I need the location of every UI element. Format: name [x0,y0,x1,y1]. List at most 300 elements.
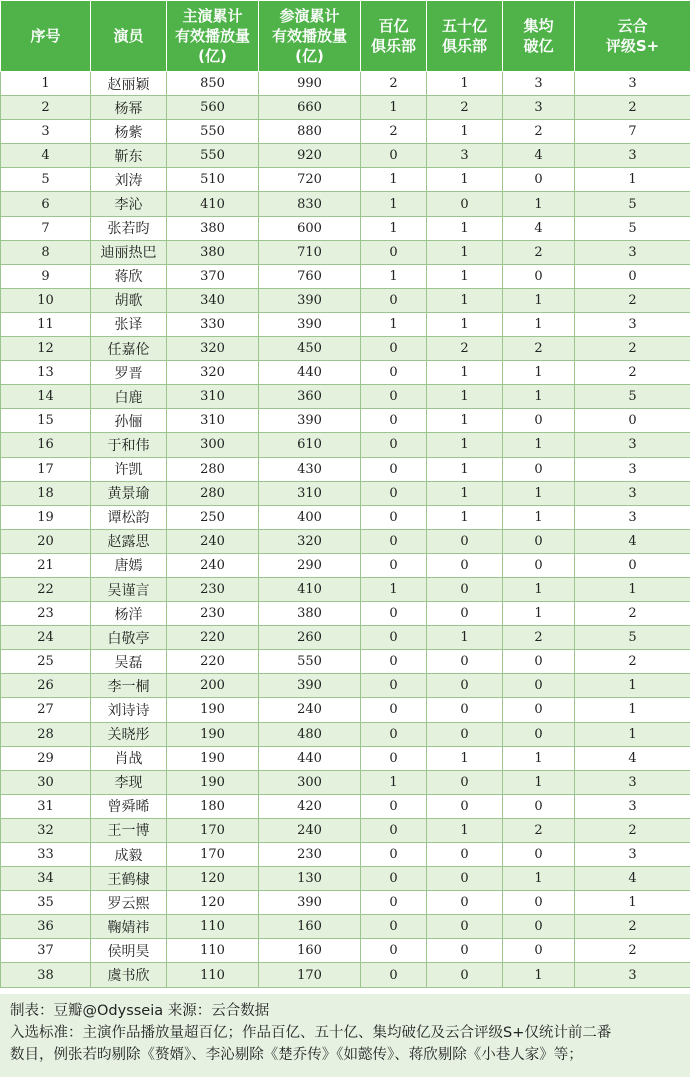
cell-index: 16 [1,433,91,457]
header-total-views [259,1,361,72]
cell-50yi-club: 1 [427,433,503,457]
cell-yunhe-s-plus: 3 [575,457,690,481]
cell-actor: 侯明昊 [91,939,167,963]
cell-100yi-club: 1 [361,264,427,288]
cell-100yi-club: 0 [361,843,427,867]
cell-avg-over-1yi: 1 [503,746,575,770]
cell-total-views: 440 [259,361,361,385]
cell-100yi-club: 1 [361,770,427,794]
cell-actor: 刘诗诗 [91,698,167,722]
cell-total-views: 610 [259,433,361,457]
cell-index: 14 [1,385,91,409]
cell-index: 30 [1,770,91,794]
header-avg-over-1yi-line: 破亿 [523,37,554,55]
cell-avg-over-1yi: 1 [503,505,575,529]
cell-total-views: 920 [259,144,361,168]
cell-actor: 张若昀 [91,216,167,240]
cell-actor: 张译 [91,312,167,336]
cell-actor: 吴谨言 [91,577,167,601]
cell-avg-over-1yi: 0 [503,409,575,433]
cell-actor: 杨洋 [91,602,167,626]
header-50yi-club-line: 俱乐部 [441,37,487,55]
table-row [1,192,690,216]
cell-lead-views: 850 [167,72,259,96]
cell-100yi-club: 0 [361,529,427,553]
cell-total-views: 760 [259,264,361,288]
table-row [1,288,690,312]
cell-50yi-club: 0 [427,577,503,601]
cell-avg-over-1yi: 1 [503,577,575,601]
cell-avg-over-1yi: 3 [503,96,575,120]
table-row [1,240,690,264]
cell-total-views: 710 [259,240,361,264]
cell-100yi-club: 0 [361,963,427,987]
cell-total-views: 310 [259,481,361,505]
cell-index: 38 [1,963,91,987]
cell-avg-over-1yi: 1 [503,770,575,794]
table-row [1,361,690,385]
cell-index: 29 [1,746,91,770]
cell-100yi-club: 1 [361,168,427,192]
cell-50yi-club: 0 [427,843,503,867]
cell-lead-views: 310 [167,409,259,433]
header-lead-views-line: (亿) [198,47,227,65]
cell-50yi-club: 1 [427,457,503,481]
cell-100yi-club: 0 [361,433,427,457]
cell-avg-over-1yi: 1 [503,481,575,505]
cell-index: 4 [1,144,91,168]
header-index [1,1,91,72]
cell-50yi-club: 2 [427,337,503,361]
cell-yunhe-s-plus: 3 [575,843,690,867]
cell-50yi-club: 0 [427,915,503,939]
cell-index: 12 [1,337,91,361]
cell-avg-over-1yi: 0 [503,891,575,915]
cell-100yi-club: 0 [361,794,427,818]
cell-yunhe-s-plus: 7 [575,120,690,144]
cell-50yi-club: 1 [427,626,503,650]
cell-avg-over-1yi: 1 [503,963,575,987]
cell-100yi-club: 0 [361,288,427,312]
cell-avg-over-1yi: 0 [503,939,575,963]
cell-total-views: 390 [259,288,361,312]
cell-yunhe-s-plus: 1 [575,577,690,601]
cell-50yi-club: 3 [427,144,503,168]
cell-total-views: 430 [259,457,361,481]
cell-index: 26 [1,674,91,698]
cell-index: 33 [1,843,91,867]
cell-lead-views: 280 [167,481,259,505]
cell-total-views: 390 [259,312,361,336]
header-lead-views-line: 有效播放量 [174,27,250,45]
header-total-views-line: 参演累计 [279,7,340,25]
cell-yunhe-s-plus: 3 [575,481,690,505]
cell-actor: 胡歌 [91,288,167,312]
cell-index: 22 [1,577,91,601]
cell-50yi-club: 1 [427,361,503,385]
cell-yunhe-s-plus: 2 [575,939,690,963]
cell-actor: 白鹿 [91,385,167,409]
cell-lead-views: 230 [167,602,259,626]
header-actor-line: 演员 [113,27,144,45]
cell-index: 37 [1,939,91,963]
cell-total-views: 600 [259,216,361,240]
cell-avg-over-1yi: 0 [503,168,575,192]
cell-total-views: 360 [259,385,361,409]
header-yunhe-s-plus-line: 云合 [617,17,648,35]
cell-actor: 李现 [91,770,167,794]
cell-yunhe-s-plus: 5 [575,385,690,409]
cell-actor: 杨幂 [91,96,167,120]
cell-100yi-club: 0 [361,746,427,770]
cell-lead-views: 110 [167,939,259,963]
cell-50yi-club: 0 [427,602,503,626]
cell-avg-over-1yi: 4 [503,216,575,240]
cell-avg-over-1yi: 3 [503,72,575,96]
cell-yunhe-s-plus: 2 [575,602,690,626]
cell-avg-over-1yi: 0 [503,843,575,867]
cell-actor: 成毅 [91,843,167,867]
cell-avg-over-1yi: 0 [503,698,575,722]
table-row [1,457,690,481]
cell-avg-over-1yi: 4 [503,144,575,168]
header-100yi-club [361,1,427,72]
cell-lead-views: 300 [167,433,259,457]
cell-index: 8 [1,240,91,264]
cell-actor: 于和伟 [91,433,167,457]
cell-yunhe-s-plus: 2 [575,361,690,385]
cell-yunhe-s-plus: 2 [575,915,690,939]
cell-index: 5 [1,168,91,192]
cell-total-views: 450 [259,337,361,361]
cell-50yi-club: 1 [427,409,503,433]
cell-100yi-club: 1 [361,577,427,601]
cell-avg-over-1yi: 2 [503,818,575,842]
cell-actor: 鞠婧祎 [91,915,167,939]
header-total-views-line: (亿) [295,47,324,65]
cell-actor: 杨紫 [91,120,167,144]
cell-actor: 白敬亭 [91,626,167,650]
cell-index: 25 [1,650,91,674]
header-100yi-club-line: 百亿 [378,17,409,35]
cell-total-views: 170 [259,963,361,987]
cell-50yi-club: 0 [427,891,503,915]
table-row [1,650,690,674]
cell-actor: 任嘉伦 [91,337,167,361]
cell-index: 34 [1,867,91,891]
cell-yunhe-s-plus: 1 [575,698,690,722]
header-lead-views [167,1,259,72]
cell-yunhe-s-plus: 3 [575,505,690,529]
cell-total-views: 990 [259,72,361,96]
cell-100yi-club: 0 [361,361,427,385]
cell-100yi-club: 0 [361,481,427,505]
header-yunhe-s-plus [575,1,690,72]
table-row [1,505,690,529]
cell-actor: 赵露思 [91,529,167,553]
cell-total-views: 260 [259,626,361,650]
cell-index: 18 [1,481,91,505]
cell-lead-views: 120 [167,867,259,891]
cell-yunhe-s-plus: 0 [575,264,690,288]
cell-yunhe-s-plus: 3 [575,963,690,987]
cell-yunhe-s-plus: 3 [575,794,690,818]
table-row [1,553,690,577]
cell-lead-views: 330 [167,312,259,336]
cell-actor: 许凯 [91,457,167,481]
footer-credit: 制表：豆瓣@Odysseia 来源：云合数据 [10,1003,270,1019]
cell-lead-views: 560 [167,96,259,120]
cell-total-views: 440 [259,746,361,770]
cell-50yi-club: 0 [427,939,503,963]
cell-lead-views: 240 [167,553,259,577]
cell-100yi-club: 0 [361,337,427,361]
cell-lead-views: 170 [167,818,259,842]
cell-yunhe-s-plus: 2 [575,818,690,842]
cell-yunhe-s-plus: 3 [575,240,690,264]
table-row [1,72,690,96]
cell-total-views: 160 [259,915,361,939]
cell-50yi-club: 1 [427,746,503,770]
cell-50yi-club: 0 [427,963,503,987]
cell-100yi-club: 2 [361,72,427,96]
cell-avg-over-1yi: 1 [503,361,575,385]
cell-avg-over-1yi: 1 [503,312,575,336]
cell-50yi-club: 0 [427,192,503,216]
cell-avg-over-1yi: 0 [503,650,575,674]
cell-avg-over-1yi: 0 [503,457,575,481]
cell-avg-over-1yi: 1 [503,288,575,312]
cell-index: 10 [1,288,91,312]
cell-index: 17 [1,457,91,481]
cell-yunhe-s-plus: 2 [575,650,690,674]
cell-lead-views: 220 [167,650,259,674]
cell-100yi-club: 0 [361,722,427,746]
cell-lead-views: 180 [167,794,259,818]
cell-index: 1 [1,72,91,96]
cell-total-views: 240 [259,698,361,722]
table-row [1,385,690,409]
cell-index: 19 [1,505,91,529]
table-row [1,529,690,553]
cell-100yi-club: 0 [361,891,427,915]
cell-lead-views: 380 [167,216,259,240]
cell-100yi-club: 0 [361,867,427,891]
cell-avg-over-1yi: 0 [503,674,575,698]
table-row [1,674,690,698]
cell-avg-over-1yi: 2 [503,240,575,264]
cell-actor: 罗晋 [91,361,167,385]
header-avg-over-1yi [503,1,575,72]
cell-avg-over-1yi: 0 [503,915,575,939]
cell-lead-views: 200 [167,674,259,698]
cell-avg-over-1yi: 1 [503,867,575,891]
cell-50yi-club: 1 [427,240,503,264]
cell-lead-views: 190 [167,746,259,770]
table-row [1,168,690,192]
cell-yunhe-s-plus: 0 [575,409,690,433]
cell-lead-views: 230 [167,577,259,601]
cell-actor: 迪丽热巴 [91,240,167,264]
cell-yunhe-s-plus: 4 [575,529,690,553]
cell-total-views: 230 [259,843,361,867]
cell-50yi-club: 1 [427,505,503,529]
cell-50yi-club: 0 [427,553,503,577]
cell-total-views: 880 [259,120,361,144]
cell-100yi-club: 0 [361,385,427,409]
cell-total-views: 240 [259,818,361,842]
cell-50yi-club: 0 [427,722,503,746]
cell-50yi-club: 1 [427,72,503,96]
cell-lead-views: 220 [167,626,259,650]
cell-50yi-club: 1 [427,264,503,288]
table-row [1,577,690,601]
table-row [1,626,690,650]
cell-avg-over-1yi: 1 [503,602,575,626]
cell-total-views: 720 [259,168,361,192]
cell-total-views: 480 [259,722,361,746]
cell-actor: 王一博 [91,818,167,842]
header-50yi-club [427,1,503,72]
cell-50yi-club: 0 [427,794,503,818]
cell-total-views: 660 [259,96,361,120]
cell-yunhe-s-plus: 3 [575,144,690,168]
table-row [1,867,690,891]
cell-lead-views: 380 [167,240,259,264]
cell-index: 7 [1,216,91,240]
cell-lead-views: 320 [167,337,259,361]
cell-actor: 黄景瑜 [91,481,167,505]
cell-100yi-club: 0 [361,818,427,842]
table-footer [0,994,690,1077]
table-row [1,264,690,288]
cell-actor: 李一桐 [91,674,167,698]
table-row [1,120,690,144]
table-row [1,409,690,433]
cell-yunhe-s-plus: 3 [575,770,690,794]
header-100yi-club-line: 俱乐部 [370,37,416,55]
table-row [1,698,690,722]
cell-lead-views: 110 [167,915,259,939]
cell-50yi-club: 1 [427,288,503,312]
table-row [1,818,690,842]
cell-yunhe-s-plus: 1 [575,168,690,192]
cell-lead-views: 370 [167,264,259,288]
cell-100yi-club: 1 [361,312,427,336]
cell-yunhe-s-plus: 2 [575,96,690,120]
cell-index: 6 [1,192,91,216]
cell-index: 9 [1,264,91,288]
cell-100yi-club: 0 [361,144,427,168]
header-lead-views-line: 主演累计 [182,7,243,25]
table-row [1,891,690,915]
cell-lead-views: 280 [167,457,259,481]
cell-actor: 吴磊 [91,650,167,674]
cell-lead-views: 510 [167,168,259,192]
cell-lead-views: 410 [167,192,259,216]
cell-index: 15 [1,409,91,433]
cell-100yi-club: 0 [361,674,427,698]
cell-50yi-club: 1 [427,216,503,240]
cell-avg-over-1yi: 1 [503,192,575,216]
cell-yunhe-s-plus: 2 [575,337,690,361]
table-row [1,722,690,746]
table-row [1,216,690,240]
cell-index: 36 [1,915,91,939]
cell-actor: 关晓彤 [91,722,167,746]
table-row [1,433,690,457]
header-actor [91,1,167,72]
cell-total-views: 160 [259,939,361,963]
table-row [1,915,690,939]
cell-total-views: 830 [259,192,361,216]
cell-50yi-club: 0 [427,770,503,794]
cell-index: 13 [1,361,91,385]
cell-actor: 蒋欣 [91,264,167,288]
cell-lead-views: 120 [167,891,259,915]
table-row [1,963,690,987]
cell-lead-views: 110 [167,963,259,987]
cell-100yi-club: 0 [361,915,427,939]
cell-100yi-club: 1 [361,192,427,216]
cell-lead-views: 310 [167,385,259,409]
cell-avg-over-1yi: 2 [503,626,575,650]
cell-yunhe-s-plus: 3 [575,312,690,336]
cell-50yi-club: 1 [427,818,503,842]
cell-index: 20 [1,529,91,553]
cell-index: 3 [1,120,91,144]
cell-actor: 李沁 [91,192,167,216]
cell-100yi-club: 1 [361,216,427,240]
cell-50yi-club: 0 [427,867,503,891]
cell-100yi-club: 0 [361,505,427,529]
cell-actor: 刘涛 [91,168,167,192]
cell-50yi-club: 0 [427,529,503,553]
cell-yunhe-s-plus: 1 [575,674,690,698]
cell-100yi-club: 1 [361,96,427,120]
cell-yunhe-s-plus: 0 [575,553,690,577]
cell-actor: 虞书欣 [91,963,167,987]
cell-index: 21 [1,553,91,577]
cell-lead-views: 340 [167,288,259,312]
cell-yunhe-s-plus: 5 [575,192,690,216]
cell-actor: 谭松韵 [91,505,167,529]
cell-index: 23 [1,602,91,626]
cell-50yi-club: 1 [427,312,503,336]
cell-50yi-club: 2 [427,96,503,120]
header-avg-over-1yi-line: 集均 [523,17,554,35]
table-body [1,72,690,988]
cell-avg-over-1yi: 0 [503,529,575,553]
table-row [1,770,690,794]
cell-50yi-club: 0 [427,698,503,722]
cell-100yi-club: 0 [361,939,427,963]
cell-actor: 孙俪 [91,409,167,433]
cell-total-views: 400 [259,505,361,529]
table-row [1,337,690,361]
cell-index: 2 [1,96,91,120]
cell-50yi-club: 0 [427,674,503,698]
cell-actor: 肖战 [91,746,167,770]
cell-100yi-club: 0 [361,626,427,650]
cell-index: 32 [1,818,91,842]
cell-total-views: 390 [259,891,361,915]
header-50yi-club-line: 五十亿 [441,17,487,35]
header-total-views-line: 有效播放量 [271,27,347,45]
cell-avg-over-1yi: 0 [503,722,575,746]
header-yunhe-s-plus-line: 评级S+ [605,37,660,55]
cell-lead-views: 170 [167,843,259,867]
